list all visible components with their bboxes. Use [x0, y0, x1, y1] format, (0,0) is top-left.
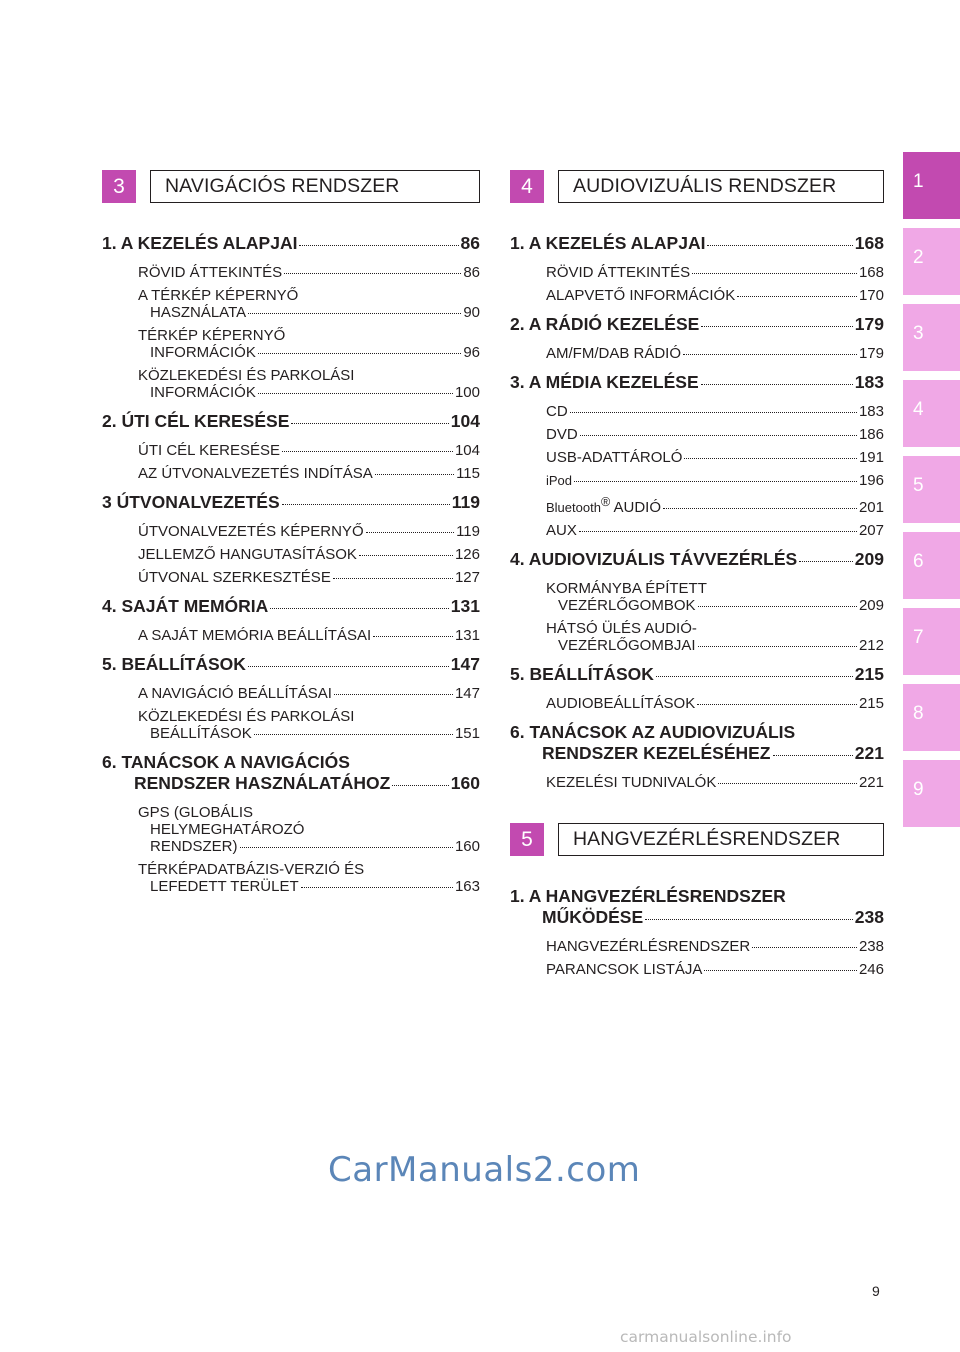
toc-entry[interactable]: RÖVID ÁTTEKINTÉS 86: [138, 264, 480, 281]
section-title: NAVIGÁCIÓS RENDSZER: [150, 170, 480, 203]
chapter-tabs: [903, 152, 960, 836]
section-number: 3: [102, 170, 136, 203]
toc-chapter[interactable]: 2. A RÁDIÓ KEZELÉSE 179: [510, 314, 884, 334]
watermark-text: CarManuals2.com: [328, 1150, 641, 1190]
toc-entry[interactable]: CD 183: [546, 403, 884, 420]
toc-column-navigation: [102, 170, 480, 901]
page-number: 9: [872, 1283, 880, 1299]
toc-entry[interactable]: AM/FM/DAB RÁDIÓ 179: [546, 345, 884, 362]
section-header-voice: [510, 823, 884, 856]
chapter-tab-3[interactable]: 3: [903, 304, 960, 371]
chapter-tab-1[interactable]: 1: [903, 152, 960, 219]
toc-entry[interactable]: ÚTVONALVEZETÉS KÉPERNYŐ 119: [138, 523, 480, 540]
footer-url[interactable]: carmanualsonline.info: [620, 1328, 792, 1346]
toc-chapter[interactable]: 5. BEÁLLÍTÁSOK 215: [510, 664, 884, 684]
section-header-navigation: [102, 170, 480, 203]
section-number: 4: [510, 170, 544, 203]
toc-entry[interactable]: JELLEMZŐ HANGUTASÍTÁSOK 126: [138, 546, 480, 563]
toc-chapter[interactable]: 1. A KEZELÉS ALAPJAI 168: [510, 233, 884, 253]
chapter-tab-9[interactable]: 9: [903, 760, 960, 827]
section-number: 5: [510, 823, 544, 856]
toc-chapter[interactable]: 3. A MÉDIA KEZELÉSE 183: [510, 372, 884, 392]
toc-chapter[interactable]: 5. BEÁLLÍTÁSOK 147: [102, 654, 480, 674]
chapter-tab-8[interactable]: 8: [903, 684, 960, 751]
section-title: AUDIOVIZUÁLIS RENDSZER: [558, 170, 884, 203]
toc-chapter[interactable]: 6. TANÁCSOK AZ AUDIOVIZUÁLIS RENDSZER KEZELÉSÉHEZ 221: [510, 722, 884, 763]
section-title: HANGVEZÉRLÉSRENDSZER: [558, 823, 884, 856]
toc-entry[interactable]: DVD 186: [546, 426, 884, 443]
toc-chapter[interactable]: 1. A KEZELÉS ALAPJAI 86: [102, 233, 480, 253]
toc-chapter[interactable]: 4. AUDIOVIZUÁLIS TÁVVEZÉRLÉS 209: [510, 549, 884, 569]
toc-entry[interactable]: A SAJÁT MEMÓRIA BEÁLLÍTÁSAI 131: [138, 627, 480, 644]
toc-entry[interactable]: KORMÁNYBA ÉPÍTETT VEZÉRLŐGOMBOK 209: [546, 580, 884, 614]
toc-entry[interactable]: AUDIOBEÁLLÍTÁSOK 215: [546, 695, 884, 712]
toc-chapter[interactable]: 2. ÚTI CÉL KERESÉSE 104: [102, 411, 480, 431]
toc-entry[interactable]: KÖZLEKEDÉSI ÉS PARKOLÁSI BEÁLLÍTÁSOK 151: [138, 708, 480, 742]
toc-chapter[interactable]: 1. A HANGVEZÉRLÉSRENDSZER MŰKÖDÉSE 238: [510, 886, 884, 927]
toc-entry[interactable]: ÚTI CÉL KERESÉSE 104: [138, 442, 480, 459]
toc-entry[interactable]: A TÉRKÉP KÉPERNYŐ HASZNÁLATA 90: [138, 287, 480, 321]
toc-entry[interactable]: RÖVID ÁTTEKINTÉS 168: [546, 264, 884, 281]
chapter-tab-6[interactable]: 6: [903, 532, 960, 599]
toc-chapter[interactable]: 6. TANÁCSOK A NAVIGÁCIÓS RENDSZER HASZNÁLATÁHOZ 160: [102, 752, 480, 793]
toc-entry[interactable]: USB-ADATTÁROLÓ 191: [546, 449, 884, 466]
toc-entry[interactable]: HÁTSÓ ÜLÉS AUDIÓ- VEZÉRLŐGOMBJAI 212: [546, 620, 884, 654]
chapter-tab-4[interactable]: 4: [903, 380, 960, 447]
toc-entry[interactable]: AZ ÚTVONALVEZETÉS INDÍTÁSA 115: [138, 465, 480, 482]
toc-chapter[interactable]: 3 ÚTVONALVEZETÉS 119: [102, 492, 480, 512]
toc-entry[interactable]: Bluetooth® AUDIÓ 201: [546, 495, 884, 516]
chapter-tab-2[interactable]: 2: [903, 228, 960, 295]
toc-entry[interactable]: A NAVIGÁCIÓ BEÁLLÍTÁSAI 147: [138, 685, 480, 702]
toc-entry[interactable]: HANGVEZÉRLÉSRENDSZER 238: [546, 938, 884, 955]
chapter-tab-7[interactable]: 7: [903, 608, 960, 675]
toc-entry[interactable]: KEZELÉSI TUDNIVALÓK 221: [546, 774, 884, 791]
toc-column-audio: [510, 170, 884, 984]
section-header-audio: [510, 170, 884, 203]
toc-entry[interactable]: TÉRKÉPADATBÁZIS-VERZIÓ ÉS LEFEDETT TERÜLET 163: [138, 861, 480, 895]
chapter-tab-5[interactable]: 5: [903, 456, 960, 523]
toc-entry[interactable]: GPS (GLOBÁLIS HELYMEGHATÁROZÓ RENDSZER) 160: [138, 804, 480, 855]
toc-chapter[interactable]: 4. SAJÁT MEMÓRIA 131: [102, 596, 480, 616]
toc-entry[interactable]: ÚTVONAL SZERKESZTÉSE 127: [138, 569, 480, 586]
toc-entry[interactable]: AUX 207: [546, 522, 884, 539]
toc-entry[interactable]: PARANCSOK LISTÁJA 246: [546, 961, 884, 978]
toc-entry[interactable]: ALAPVETŐ INFORMÁCIÓK 170: [546, 287, 884, 304]
toc-entry[interactable]: KÖZLEKEDÉSI ÉS PARKOLÁSI INFORMÁCIÓK 100: [138, 367, 480, 401]
toc-entry[interactable]: TÉRKÉP KÉPERNYŐ INFORMÁCIÓK 96: [138, 327, 480, 361]
toc-entry[interactable]: iPod 196: [546, 472, 884, 489]
